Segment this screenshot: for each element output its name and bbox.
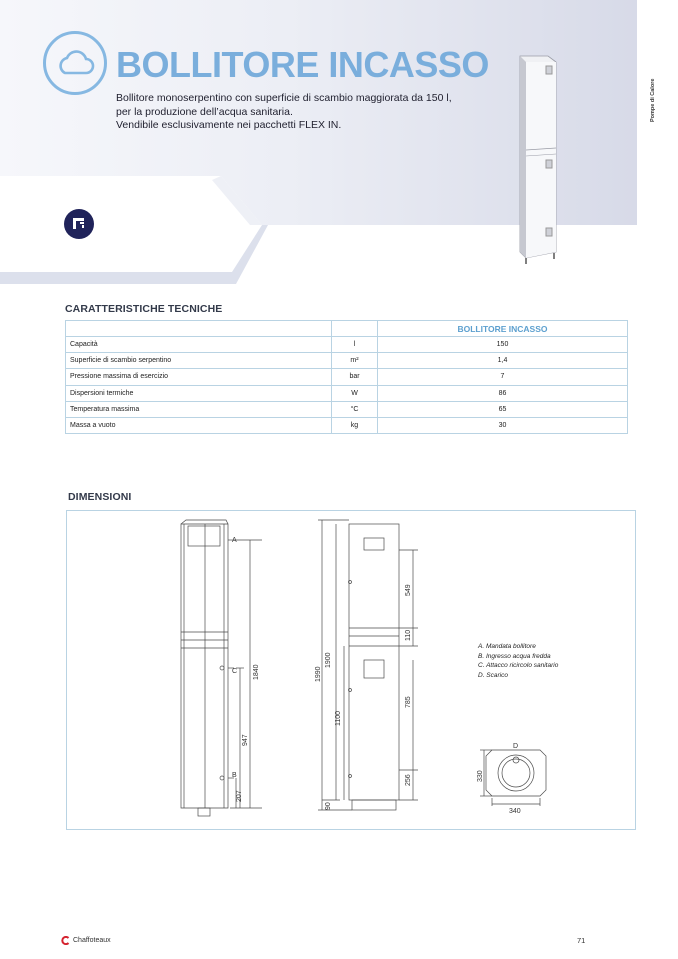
row-label: Capacità <box>66 337 332 353</box>
row-unit: m² <box>332 353 378 369</box>
tech-section-title: CARATTERISTICHE TECNICHE <box>65 303 223 315</box>
brand-name: Chaffoteaux <box>73 937 111 944</box>
row-value: 30 <box>378 417 628 433</box>
dim-785: 785 <box>405 696 412 708</box>
row-value: 1,4 <box>378 353 628 369</box>
dim-1900: 1900 <box>325 652 332 668</box>
footer-brand <box>61 936 111 945</box>
page-title: BOLLITORE INCASSO <box>116 44 489 85</box>
dim-1840: 1840 <box>253 664 260 680</box>
row-value: 65 <box>378 401 628 417</box>
dimensions-legend <box>478 642 558 680</box>
description-line: per la produzione dell’acqua sanitaria. <box>116 105 293 118</box>
dim-1100: 1100 <box>335 710 342 726</box>
row-label: Dispersioni termiche <box>66 385 332 401</box>
row-unit: l <box>332 337 378 353</box>
dim-256: 256 <box>405 774 412 786</box>
dim-1990: 1990 <box>315 666 322 682</box>
legend-item: C. Attacco ricircolo sanitario <box>478 662 559 669</box>
point-label-b: B <box>232 772 237 779</box>
point-label-c: C <box>232 668 238 675</box>
row-unit: bar <box>332 369 378 385</box>
dim-90: 90 <box>325 802 332 810</box>
side-label-text: Pompe di Calore <box>650 78 656 122</box>
row-value: 150 <box>378 337 628 353</box>
dim-947: 947 <box>242 734 249 746</box>
row-label: Pressione massima di esercizio <box>66 369 332 385</box>
row-unit: W <box>332 385 378 401</box>
row-value: 86 <box>378 385 628 401</box>
chaffoteaux-logo-icon <box>61 936 70 945</box>
dim-549: 549 <box>405 584 412 596</box>
dim-330: 330 <box>477 770 484 782</box>
legend-item: D. Scarico <box>478 671 508 679</box>
legend-item: A. Mandata bollitore <box>478 643 536 650</box>
dimensions-section-title: DIMENSIONI <box>68 491 132 503</box>
description-line: Bollitore monoserpentino con superficie di scambio maggiorata da 150 l, <box>116 92 452 104</box>
row-unit: kg <box>332 417 378 433</box>
page-number: 71 <box>577 936 586 945</box>
point-label-d: D <box>513 743 519 750</box>
dim-340: 340 <box>509 808 521 815</box>
point-label-a: A <box>232 537 237 544</box>
row-label: Massa a vuoto <box>66 417 332 433</box>
row-label: Superficie di scambio serpentino <box>66 353 332 369</box>
description-line: Vendibile esclusivamente nei pacchetti FLEX IN. <box>116 119 342 131</box>
column-header: BOLLITORE INCASSO <box>378 321 628 337</box>
row-value: 7 <box>378 369 628 385</box>
legend-item: B. Ingresso acqua fredda <box>478 652 551 660</box>
row-label: Temperatura massima <box>66 401 332 417</box>
row-unit: °C <box>332 401 378 417</box>
dim-207: 207 <box>236 790 243 802</box>
dim-110: 110 <box>405 629 412 641</box>
